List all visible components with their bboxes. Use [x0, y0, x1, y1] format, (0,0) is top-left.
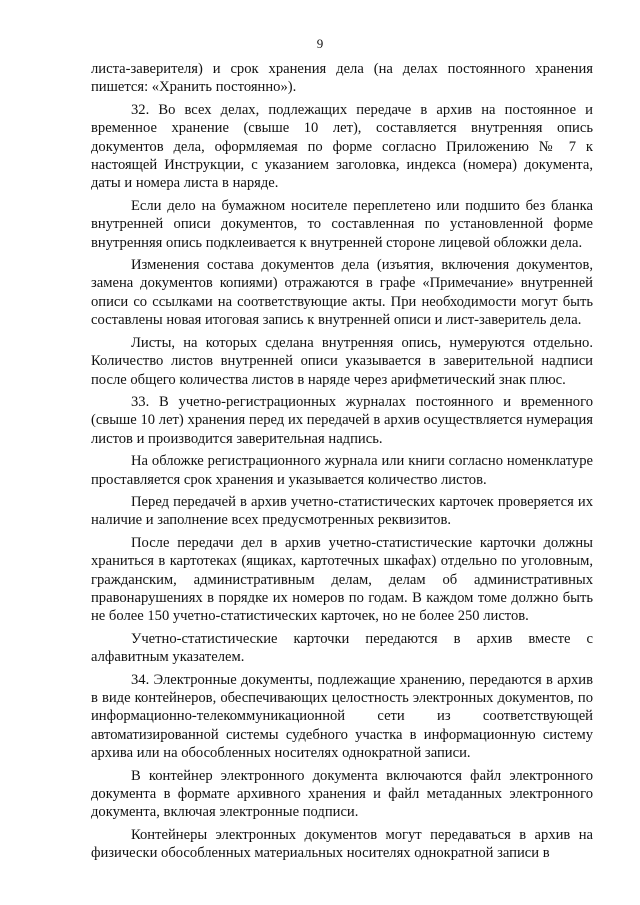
- page-number: 9: [316, 36, 324, 51]
- paragraph: После передачи дел в архив учетно-статистические карточки должны храниться в картотеках (ящиках, картотечных шкафах) отдельно по уголовным, гражданским, административным делам, делам об административных правонарушениях в порядке их номеров по годам. В каждом томе должно быть не более 150 учетно-статистических карточек, но не более 250 листов.: [91, 534, 593, 625]
- paragraph: Перед передачей в архив учетно-статистических карточек проверяется их наличие и заполнение всех предусмотренных реквизитов.: [91, 493, 593, 529]
- paragraph: Листы, на которых сделана внутренняя опись, нумеруются отдельно. Количество листов внутренней описи указывается в заверительной надписи после общего количества листов в наряде через арифметический знак плюс.: [91, 334, 593, 388]
- paragraph: 34. Электронные документы, подлежащие хранению, передаются в архив в виде контейнеров, обеспечивающих целостность электронных документов, по информационно-телекоммуникационной сети из соответствующей автоматизированной системы судебного участка в информационную систему архива или на обособленных носителях однократной записи.: [91, 671, 593, 762]
- paragraph: В контейнер электронного документа включаются файл электронного документа в формате архивного хранения и файл метаданных электронного документа, включая электронные подписи.: [91, 767, 593, 821]
- body-text: [91, 60, 593, 867]
- paragraph: Контейнеры электронных документов могут передаваться в архив на физически обособленных материальных носителях однократной записи в: [91, 826, 593, 862]
- paragraph: листа-заверителя) и срок хранения дела (на делах постоянного хранения пишется: «Хранить постоянно»).: [91, 61, 593, 96]
- paragraph: 32. Во всех делах, подлежащих передаче в архив на постоянное и временное хранение (свыше 10 лет), составляется внутренняя опись документов дела, оформляемая по форме согласно Приложению № 7 к настоящей Инструкции, с указанием заголовка, индекса (номера) документа, даты и номера листа в наряде.: [91, 101, 593, 192]
- paragraph: Если дело на бумажном носителе переплетено или подшито без бланка внутренней описи документов, то составленная по установленной форме внутренняя опись подклеивается к внутренней стороне лицевой обложки дела.: [91, 197, 593, 251]
- paragraph: На обложке регистрационного журнала или книги согласно номенклатуре проставляется срок хранения и указывается количество листов.: [91, 453, 593, 488]
- paragraph: 33. В учетно-регистрационных журналах постоянного и временного (свыше 10 лет) хранения перед их передачей в архив осуществляется нумерация листов и производится заверительная надпись.: [91, 393, 593, 447]
- paragraph: Изменения состава документов дела (изъятия, включения документов, замена документов копиями) отражаются в графе «Примечание» внутренней описи со ссылками на соответствующие акты. При необходимости могут быть составлены новая итоговая запись к внутренней описи и лист-заверитель дела.: [91, 257, 593, 329]
- paragraph: Учетно-статистические карточки передаются в архив вместе с алфавитным указателем.: [91, 630, 593, 666]
